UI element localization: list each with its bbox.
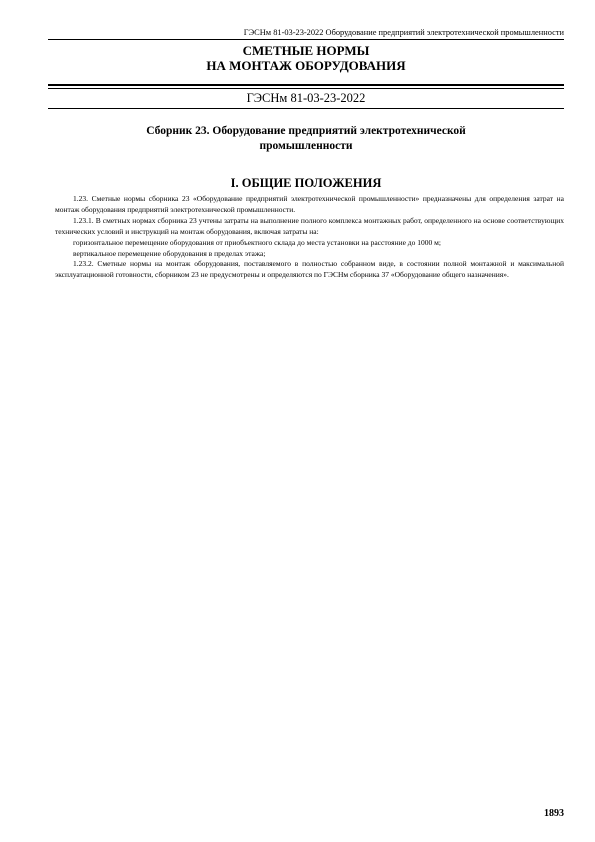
paragraph-1-23-2: 1.23.2. Сметные нормы на монтаж оборудования, поставляемого в полностью собранном виде, в состоянии полной монтажной и максимальной эксплуатационной готовности, сборником 23 не предусмотрены и определяются по ГЭСНм сборника 37 «Оборудование общего назначения». (55, 259, 564, 280)
main-title-line-2: НА МОНТАЖ ОБОРУДОВАНИЯ (206, 58, 406, 73)
main-title (48, 43, 564, 73)
list-item-horizontal: горизонтальное перемещение оборудования от приобъектного склада до места установки на расстояние до 1000 м; (73, 237, 441, 247)
running-header: ГЭСНм 81-03-23-2022 Оборудование предприятий электротехнической промышленности (48, 28, 564, 40)
paragraph-1-23-1: 1.23.1. В сметных нормах сборника 23 учтены затраты на выполнение полного комплекса монтажных работ, определенного на основе соответствующих технических условий и инструкций на монтаж оборудования, включая затраты на: (55, 215, 564, 236)
document-code: ГЭСНм 81-03-23-2022 (246, 91, 366, 105)
list-item-vertical: вертикальное перемещение оборудования в пределах этажа; (73, 248, 266, 258)
collection-title-line-1: Сборник 23. Оборудование предприятий электротехнической (146, 125, 466, 137)
body-text (55, 194, 564, 281)
main-title-line-1: СМЕТНЫЕ НОРМЫ (242, 43, 370, 58)
page-number: 1893 (544, 808, 564, 819)
divider-thick (48, 84, 564, 86)
collection-title-line-2: промышленности (259, 139, 353, 152)
paragraph-1-23: 1.23. Сметные нормы сборника 23 «Оборудование предприятий электротехнической промышленности» предназначены для определения затрат на монтаж оборудования предприятий электротехнической промышленности. (55, 194, 564, 214)
divider-thin-bottom (48, 108, 564, 109)
section-title: I. ОБЩИЕ ПОЛОЖЕНИЯ (230, 176, 382, 190)
collection-title (48, 124, 564, 153)
divider-thin-top (48, 88, 564, 89)
